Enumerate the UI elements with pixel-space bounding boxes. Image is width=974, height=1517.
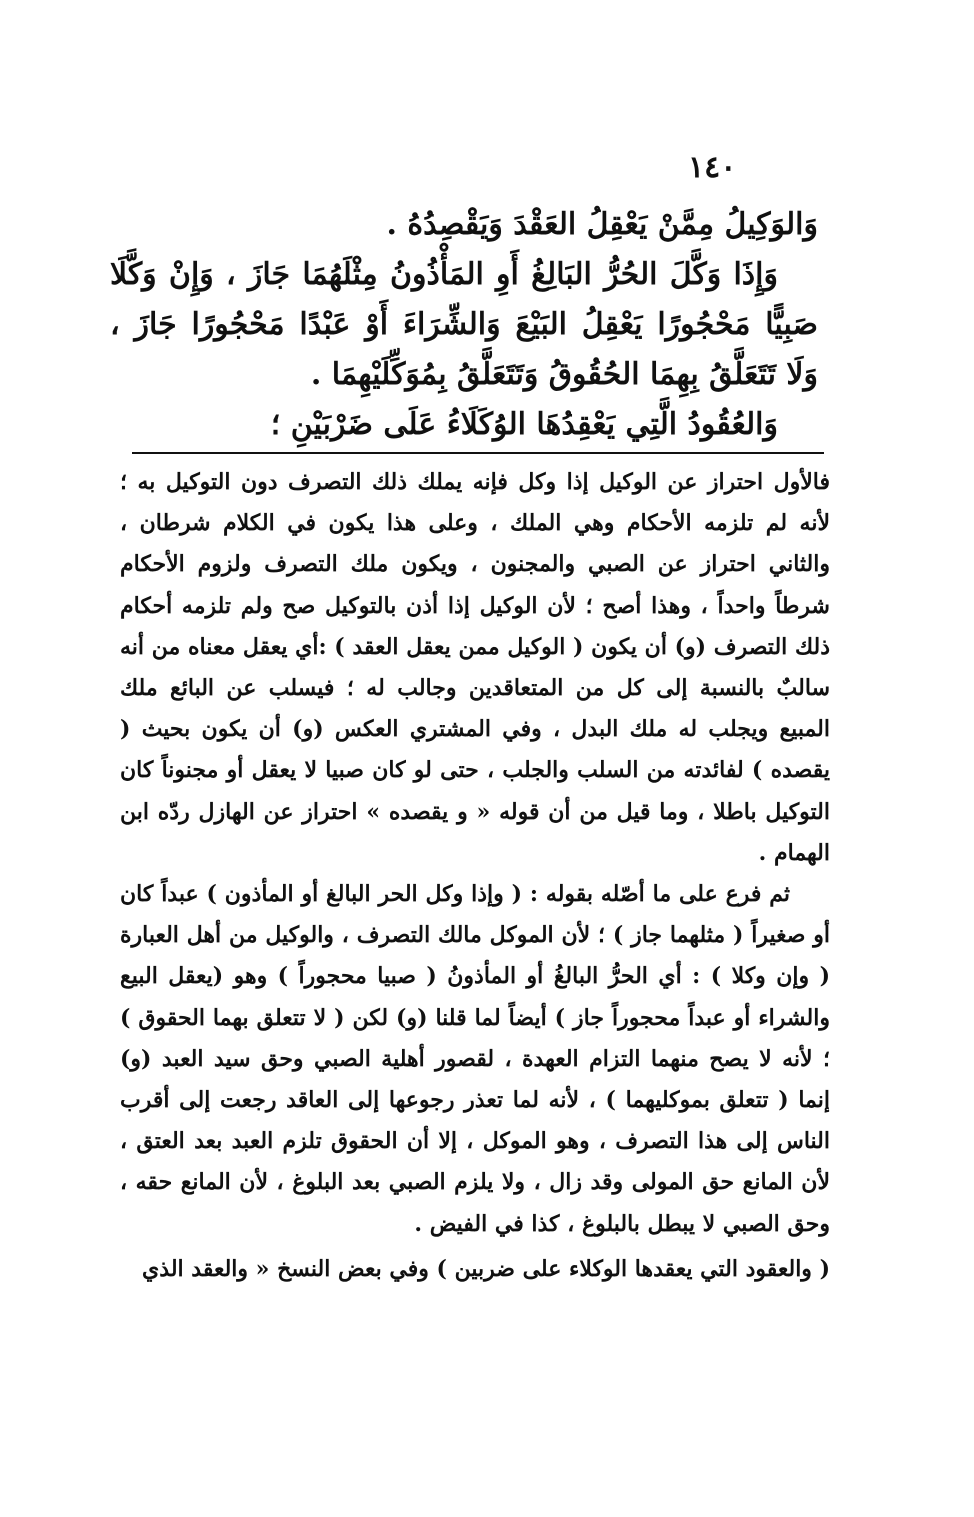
main-text-paragraph: وَإِذَا وَكَّلَ الحُرُّ البَالِغُ أَوِ المَأْذُونُ مِثْلَهُمَا جَازَ ، وَإِنْ وَكَّلَا صَبِيًّا مَحْجُورًا يَعْقِلُ البَيْعَ وَالشِّرَاءَ أَوْ عَبْدًا مَحْجُورًا جَازَ ، وَلَا تَتَعَلَّقُ بِهِمَا الحُقُوقُ وَتَتَعَلَّقُ بِمُوَكِّلَيْهِمَا . xyxy=(110,257,818,392)
commentary-paragraph: ثم فرع على ما أصّله بقوله : ( وإذا وكل الحر البالغ أو المأذون ) عبداً كان أو صغيراً ( مثلهما جاز ) ؛ لأن الموكل مالك التصرف ، والوكيل من أهل العبارة ( وإن وكلا ) : أي الحرُّ البالغُ أو المأذونُ ( صبيا محجوراً ) وهو (يعقل البيع والشراء أو عبداً محجوراً جاز ) أيضاً لما قلنا (و) لكن ( لا تتعلق بهما الحقوق ) ؛ لأنه لا يصح منهما التزام العهدة ، لقصور أهلية الصبي وحق سيد العبد (و) إنما ( تتعلق بموكليهما ) ، لأنه لما تعذر رجوعها إلى العاقد رجعت إلى أقرب الناس إلى هذا التصرف ، وهو الموكل ، إلا أن الحقوق تلزم العبد بعد العتق ، لأن المانع حق المولى وقد زال ، ولا يلزم الصبي بعد البلوغ ، لأن المانع حقه ، وحق الصبي لا يبطل بالبلوغ ، كذا في الفيض . xyxy=(120,881,830,1237)
commentary-text xyxy=(120,462,830,1290)
commentary-paragraph: ( والعقود التي يعقدها الوكلاء على ضربين ) وفي بعض النسخ « والعقد الذي xyxy=(142,1255,830,1282)
section-divider xyxy=(132,452,824,454)
main-text-paragraph: وَالعُقُودُ الَّتِي يَعْقِدُهَا الوُكَلَاءُ عَلَى ضَرْبَيْنِ ؛ xyxy=(270,407,778,442)
main-text xyxy=(110,200,818,450)
main-text-paragraph: وَالوَكِيلُ مِمَّنْ يَعْقِلُ العَقْدَ وَيَقْصِدُهُ . xyxy=(386,207,818,242)
page-number: ١٤٠ xyxy=(688,150,737,185)
commentary-paragraph: فالأول احتراز عن الوكيل إذا وكل فإنه يملك ذلك التصرف دون التوكيل به ؛ لأنه لم تلزمه الأحكام وهي الملك ، وعلى هذا يكون في الكلام شرطان ، والثاني احتراز عن الصبي والمجنون ، ويكون ملك التصرف ولزوم الأحكام شرطاً واحداً ، وهذا أصح ؛ لأن الوكيل إذا أذن بالتوكيل صح ولم تلزمه أحكام ذلك التصرف (و) أن يكون ( الوكيل ممن يعقل العقد ) :أي يعقل معناه من أنه سالبٌ بالنسبة إلى كل من المتعاقدين وجالب له ؛ فيسلب عن البائع ملك المبيع ويجلب له ملك البدل ، وفي المشتري العكس (و) أن يكون بحيث ( يقصده ) لفائدته من السلب والجلب ، حتى لو كان صبيا لا يعقل أو مجنوناً كان التوكيل باطلا ، وما قيل من أن قوله « و يقصده » احتراز عن الهازل ردّه ابن الهمام . xyxy=(120,469,831,866)
